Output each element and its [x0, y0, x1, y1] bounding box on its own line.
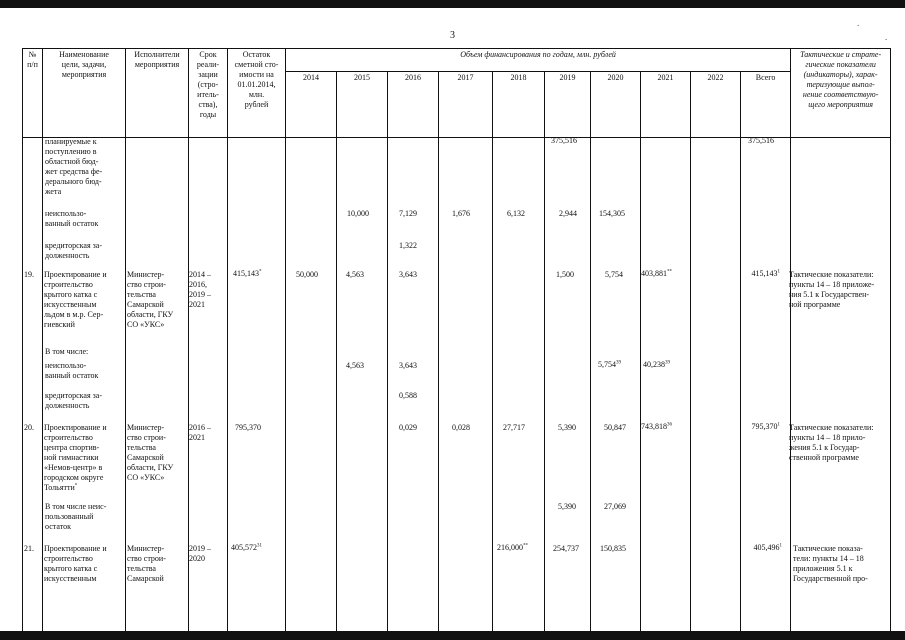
header-year-2020: 2020	[591, 71, 641, 137]
row-19-unused-2020: 5,754$^{39}$	[598, 360, 621, 369]
header-year-2018: 2018	[493, 71, 545, 137]
row-unused-balance-2015: 10,000	[347, 209, 369, 218]
row-20-unused-2019: 5,390	[558, 502, 576, 511]
header-financing: Объем финансирования по годам, млн. рублей	[286, 49, 791, 72]
bottom-border	[0, 631, 905, 640]
row-19-unused-2021: 40,238$^{39}$	[643, 360, 670, 369]
row-21-2020: 150,835	[600, 544, 626, 553]
row-20-2019: 5,390	[558, 423, 576, 432]
row-19-indicators: Тактические показатели: пункты 14 – 18 приложе- ния 5.1 к Государствен- ной программе	[789, 270, 875, 309]
row-19-total: 415,143$^1$	[751, 269, 780, 278]
row-20-indicators: Тактические показатели: пункты 14 – 18 прило- жения 5.1 к Государ- ственной программе	[789, 423, 874, 462]
header-year-2019: 2019	[545, 71, 591, 137]
row-21-name: Проектирование и строительство крытого катка с искусственным	[44, 544, 107, 583]
row-19-payables-name: кредиторская за- долженность	[45, 391, 102, 410]
column-line	[740, 136, 741, 631]
row-20-2016: 0,029	[399, 423, 417, 432]
row-federal-funds-2019: 375,516	[551, 136, 577, 145]
scan-speck: .	[885, 32, 888, 42]
row-20-2018: 27,717	[503, 423, 525, 432]
row-19-2021: 403,881**	[641, 269, 672, 278]
row-federal-funds-name: планируемые к поступлению в областной бюд- жет средства фе- дерального бюд- жета	[45, 137, 103, 196]
row-21-remainder: 405,572$^{31}$	[231, 543, 262, 552]
row-unused-balance-2020: 154,305	[599, 209, 625, 218]
row-federal-funds-total: 375,516	[748, 136, 774, 145]
column-line	[227, 136, 228, 631]
row-unused-balance-2019: 2,944	[559, 209, 577, 218]
row-21-executors: Министер- ство строи- тельства Самарской	[127, 544, 166, 583]
row-19-including-label: В том числе:	[45, 347, 89, 356]
row-20-2017: 0,028	[452, 423, 470, 432]
row-19-unused-2016: 3,643	[399, 361, 417, 370]
row-19-unused-name: неиспользо- ванный остаток	[45, 361, 99, 380]
row-21-2018: 216,000**	[497, 543, 528, 552]
financing-table-header	[22, 48, 891, 138]
row-19-executors: Министер- ство строи- тельства Самарской области, ГКУ СО «УКС»	[127, 270, 174, 329]
row-19-term: 2014 – 2016, 2019 – 2021	[189, 270, 211, 309]
row-19-2019: 1,500	[556, 270, 574, 279]
column-line	[285, 136, 286, 631]
header-year-2015: 2015	[337, 71, 388, 137]
row-21-2019: 254,737	[553, 544, 579, 553]
row-20-name: Проектирование и строительство центра спортив- ной гимнастики «Немов-центр» в городском округе Тольятти*	[44, 423, 107, 492]
row-19-2016: 3,643	[399, 270, 417, 279]
column-line	[640, 136, 641, 631]
row-20-executors: Министер- ство строи- тельства Самарской области, ГКУ СО «УКС»	[127, 423, 174, 482]
row-21-total: 405,496$^1$	[753, 543, 782, 552]
row-20-term: 2016 – 2021	[189, 423, 211, 442]
header-num: № п/п	[23, 49, 43, 138]
top-border	[0, 0, 905, 8]
header-year-2016: 2016	[388, 71, 439, 137]
row-unused-balance-2018: 6,132	[507, 209, 525, 218]
header-term: Срок реали- зации (стро- итель- ства), годы	[189, 49, 228, 138]
row-19-2015: 4,563	[346, 270, 364, 279]
row-20-unused-name: В том числе неис- пользованный остаток	[45, 502, 107, 531]
row-20-unused-2020: 27,069	[604, 502, 626, 511]
row-20-2020: 50,847	[604, 423, 626, 432]
column-line	[42, 136, 43, 631]
row-19-unused-2015: 4,563	[346, 361, 364, 370]
row-19-name: Проектирование и строительство крытого катка с искусственным льдом в м.р. Сер- гиевский	[44, 270, 107, 329]
row-payables-2016: 1,322	[399, 241, 417, 250]
row-21-indicators: Тактические показа- тели: пункты 14 – 18 приложения 5.1 к Государственной про-	[793, 544, 868, 583]
column-line	[890, 136, 891, 631]
header-total: Всего	[741, 71, 791, 137]
header-remainder: Остаток сметной сто- имости на 01.01.2014, млн. рублей	[228, 49, 286, 138]
row-19-2014: 50,000	[296, 270, 318, 279]
row-19-payables-2016: 0,588	[399, 391, 417, 400]
row-unused-balance-2017: 1,676	[452, 209, 470, 218]
column-line	[790, 136, 791, 631]
column-line	[22, 136, 23, 631]
row-20-num: 20.	[24, 423, 34, 432]
column-line	[690, 136, 691, 631]
header-year-2014: 2014	[286, 71, 337, 137]
header-year-2022: 2022	[691, 71, 741, 137]
header-year-2017: 2017	[439, 71, 493, 137]
row-payables-name: кредиторская за- долженность	[45, 241, 102, 260]
row-19-num: 19.	[24, 270, 34, 279]
row-20-total: 795,370$^1$	[751, 422, 780, 431]
row-unused-balance-name: неиспользо- ванный остаток	[45, 209, 99, 228]
scan-speck: .	[857, 18, 860, 28]
row-20-remainder: 795,370	[235, 423, 261, 432]
column-line	[125, 136, 126, 631]
header-indicators: Тактические и страте- гические показатели (индикаторы), харак- теризующие выпол- нение соответствую- щего мероприятия	[791, 49, 891, 138]
header-year-2021: 2021	[641, 71, 691, 137]
row-20-2021: 743,818$^{36}$	[641, 422, 672, 431]
row-21-num: 21.	[24, 544, 34, 553]
header-name: Наименование цели, задачи, мероприятия	[43, 49, 126, 138]
page-number: 3	[450, 30, 455, 41]
header-executors: Исполнители мероприятия	[126, 49, 189, 138]
row-19-2020: 5,754	[605, 270, 623, 279]
row-21-term: 2019 – 2020	[189, 544, 211, 563]
row-19-remainder: 415,143*	[233, 269, 262, 278]
row-unused-balance-2016: 7,129	[399, 209, 417, 218]
